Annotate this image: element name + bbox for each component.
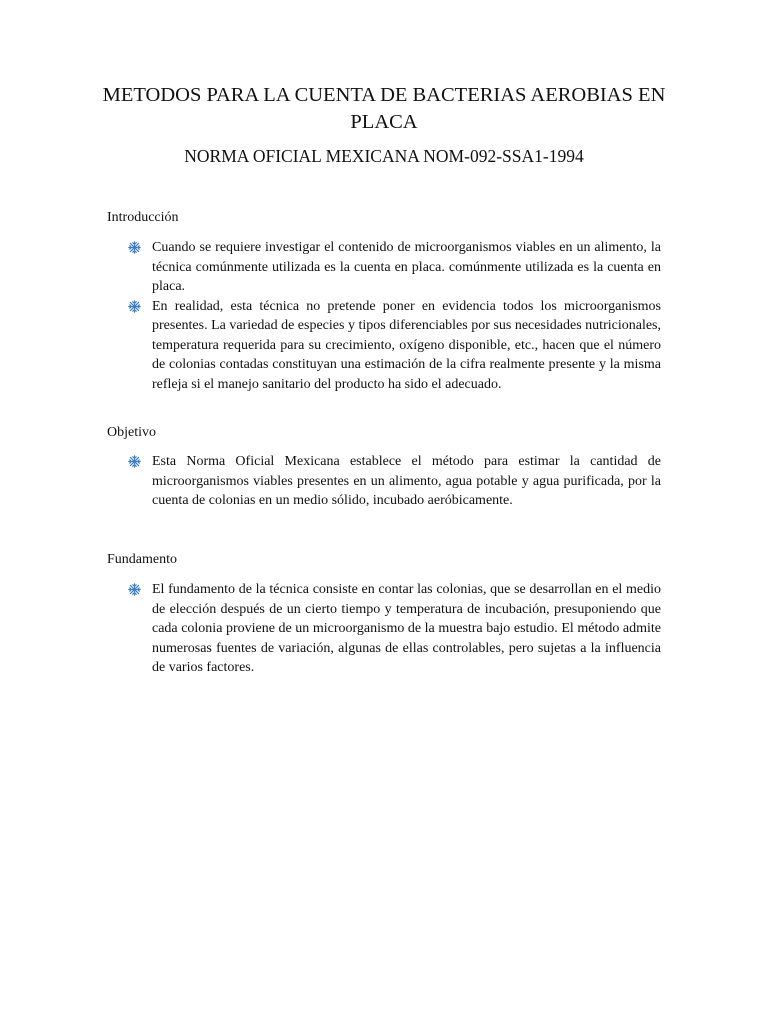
section-heading-fundamento: Fundamento <box>107 552 177 567</box>
list-item <box>126 238 661 297</box>
list-item <box>126 297 661 395</box>
snowflake-bullet-icon <box>128 583 141 596</box>
introduccion-list <box>126 238 661 394</box>
list-item <box>126 452 661 511</box>
list-item-text: El fundamento de la técnica consiste en contar las colonias, que se desarrollan en el medio de elección después de un cierto tiempo y temperatura de incubación, presuponiendo que cada colonia proviene de un microorganismo de la muestra bajo estudio. El método admite numerosas fuentes de variación, algunas de ellas controlables, pero sujetas a la influencia de varios factores. <box>152 582 661 675</box>
section-heading-introduccion: Introducción <box>107 210 179 225</box>
snowflake-bullet-icon <box>128 300 141 313</box>
snowflake-bullet-icon <box>128 241 141 254</box>
list-item-text: Esta Norma Oficial Mexicana establece el método para estimar la cantidad de microorganismos viables presentes en un alimento, agua potable y agua purificada, por la cuenta de colonias en un medio sólido, incubado aeróbicamente. <box>152 454 661 508</box>
snowflake-bullet-icon <box>128 455 141 468</box>
section-heading-objetivo: Objetivo <box>107 425 156 440</box>
objetivo-list <box>126 452 661 511</box>
document-title: METODOS PARA LA CUENTA DE BACTERIAS AEROBIAS EN PLACA <box>102 84 666 133</box>
list-item-text: Cuando se requiere investigar el contenido de microorganismos viables en un alimento, la técnica comúnmente utilizada es la cuenta en placa. comúnmente utilizada es la cuenta en placa. <box>152 240 661 294</box>
list-item-text: En realidad, esta técnica no pretende poner en evidencia todos los microorganismos presentes. La variedad de especies y tipos diferenciables por sus necesidades nutricionales, temperatura requerida para su crecimiento, oxígeno disponible, etc., hacen que el número de colonias contadas constituyan una estimación de la cifra realmente presente y la misma refleja si el manejo sanitario del producto ha sido el adecuado. <box>152 298 661 392</box>
list-item <box>126 580 661 678</box>
fundamento-list <box>126 580 661 678</box>
document-subtitle: NORMA OFICIAL MEXICANA NOM-092-SSA1-1994 <box>184 146 584 166</box>
